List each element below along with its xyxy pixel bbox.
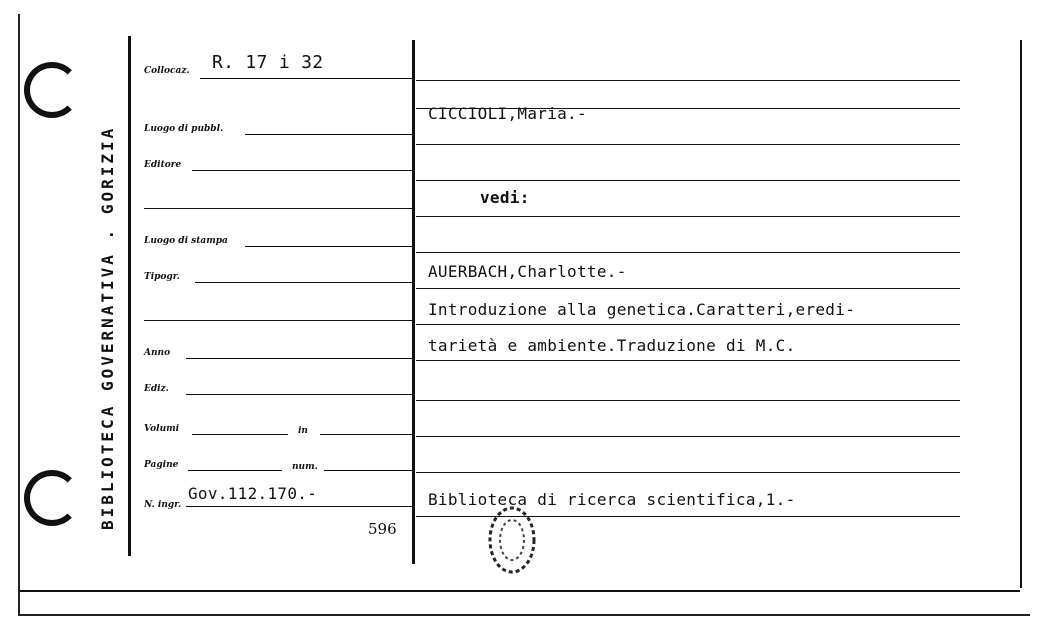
label-edizione: Ediz. [144,384,169,394]
rule-pagine [188,470,282,471]
entry-line-5: tarietà e ambiente.Traduzione di M.C. [428,336,796,355]
rule-right-8 [416,324,960,325]
center-rule [412,40,415,564]
entry-line-2: vedi: [480,188,530,207]
label-luogo-stampa: Luogo di stampa [144,236,228,246]
rule-right-4 [416,180,960,181]
label-tipografia: Tipogr. [144,272,180,282]
rule-in [320,434,412,435]
rule-luogo-pubbl [245,134,412,135]
label-luogo-pubbl: Luogo di pubbl. [144,124,224,134]
label-anno: Anno [144,348,171,358]
handwritten-note: 596 [368,520,397,538]
rule-anno [186,358,412,359]
label-in: in [298,426,308,436]
rule-n-ingr [186,506,412,507]
value-collocazione: R. 17 i 32 [212,52,324,73]
rule-right-6 [416,252,960,253]
entry-line-4: Introduzione alla genetica.Caratteri,eredi- [428,300,856,319]
label-pagine: Pagine [144,460,179,470]
punch-hole-top [24,62,80,118]
rule-edizione [186,394,412,395]
rule-editore [192,170,412,171]
right-border [1020,40,1022,588]
rule-right-1 [416,80,960,81]
label-n-ingr: N. ingr. [144,500,182,510]
rule-editore-2 [144,208,412,209]
rule-right-10 [416,400,960,401]
library-name: BIBLIOTECA GOVERNATIVA . GORIZIA [98,125,117,530]
rule-right-9 [416,360,960,361]
rule-right-7 [416,288,960,289]
rule-right-11 [416,436,960,437]
label-num: num. [292,462,318,472]
rule-collocazione [200,78,412,79]
rule-tipografia-2 [144,320,412,321]
entry-line-3: AUERBACH,Charlotte.- [428,262,627,281]
rule-num [324,470,412,471]
label-volumi: Volumi [144,424,180,434]
rule-volumi [192,434,288,435]
punch-hole-bottom [24,470,80,526]
bottom-border [20,590,1020,592]
rule-tipografia [195,282,412,283]
value-n-ingr: Gov.112.170.- [188,484,318,503]
library-stamp-icon [484,502,540,578]
label-collocazione: Collocaz. [144,66,190,76]
label-editore: Editore [144,160,182,170]
entry-line-6: Biblioteca di ricerca scientifica,1.- [428,490,796,509]
rule-right-12 [416,472,960,473]
rule-right-5 [416,216,960,217]
rule-right-3 [416,144,960,145]
entry-line-1: CICCIOLI,Maria.- [428,104,587,123]
left-margin-rule [128,36,131,556]
rule-luogo-stampa [245,246,412,247]
